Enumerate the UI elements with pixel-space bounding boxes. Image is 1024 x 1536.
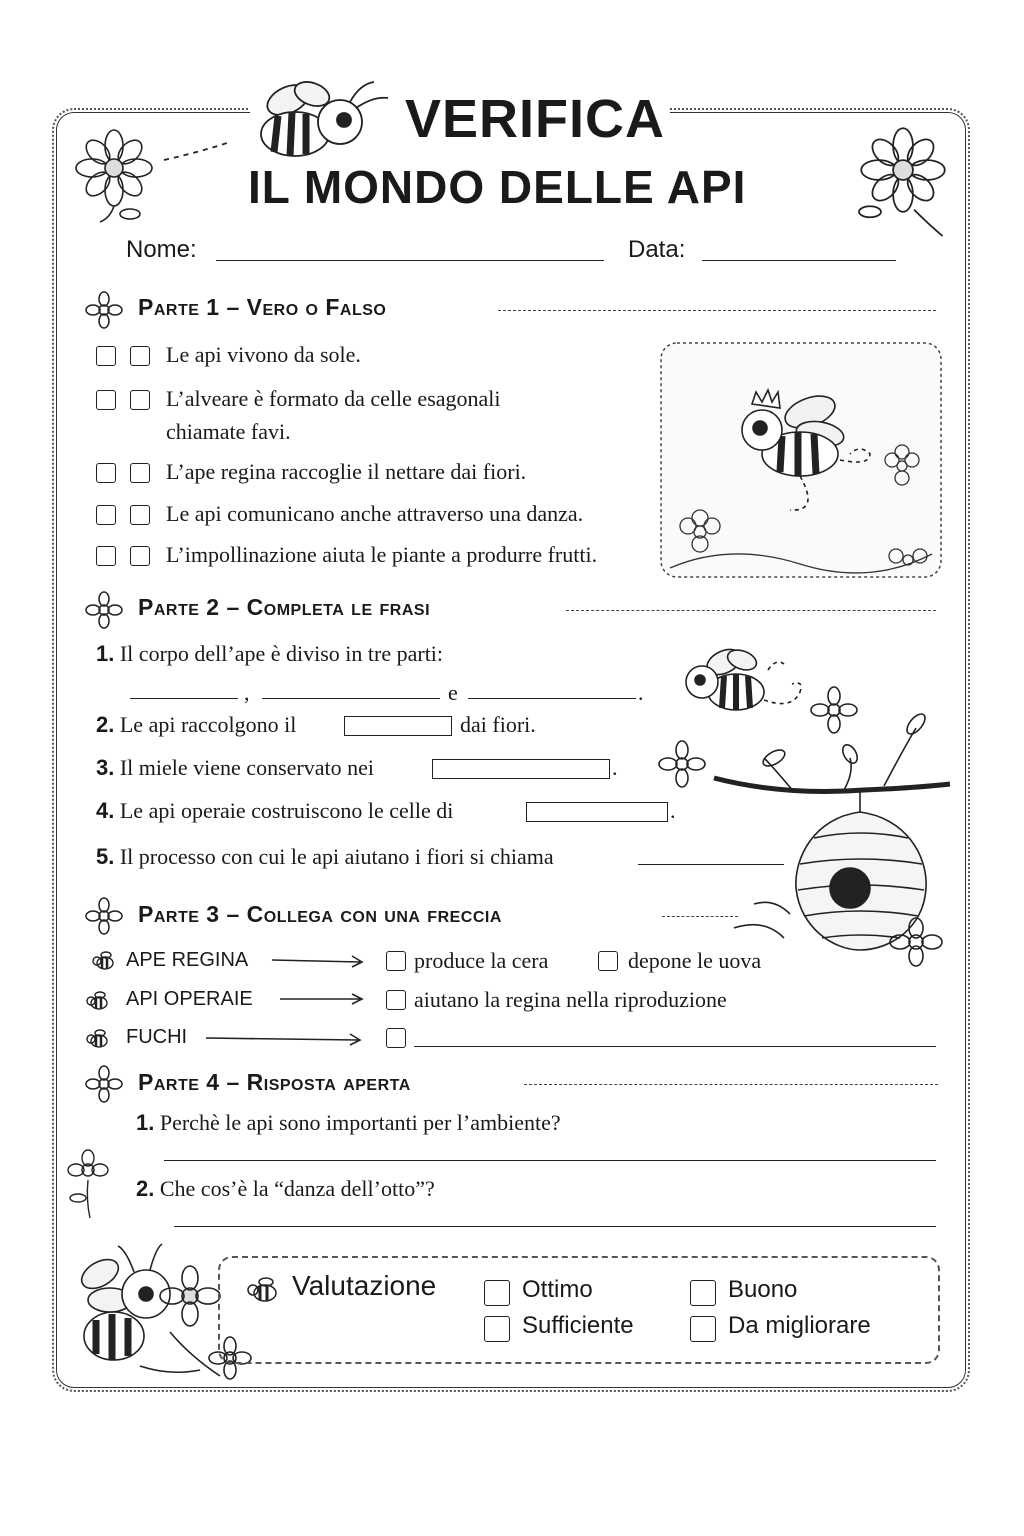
bee-icon xyxy=(86,1028,110,1050)
answer-blank-2[interactable] xyxy=(262,698,440,699)
arrow-icon xyxy=(280,992,366,1006)
match-checkbox[interactable] xyxy=(386,951,406,971)
statement: Le api vivono da sole. xyxy=(166,342,361,367)
false-checkbox[interactable] xyxy=(130,546,150,566)
answer-box-2[interactable] xyxy=(344,716,452,736)
queen-bee-illustration xyxy=(660,342,942,578)
divider xyxy=(662,916,738,917)
page-title: VERIFICA xyxy=(405,89,666,149)
arrow-icon xyxy=(272,954,366,968)
match-left-queen: APE REGINA xyxy=(126,949,249,971)
answer-box-3[interactable] xyxy=(432,759,610,779)
comma: , xyxy=(244,680,250,705)
item-text-after: . xyxy=(670,798,676,823)
true-checkbox[interactable] xyxy=(96,390,116,410)
flower-icon xyxy=(66,1150,116,1220)
date-label: Data: xyxy=(628,236,686,263)
flower-icon xyxy=(70,126,170,226)
match-right-option: produce la cera xyxy=(414,948,549,973)
answer-line-2[interactable] xyxy=(174,1226,936,1227)
flower-icon xyxy=(84,292,124,328)
match-right-option: aiutano la regina nella riproduzione xyxy=(414,987,727,1012)
item-text-after: . xyxy=(612,755,618,780)
divider xyxy=(498,310,936,311)
date-field[interactable] xyxy=(702,260,896,261)
item-text: Il miele viene conservato nei xyxy=(119,755,374,780)
flower-icon xyxy=(84,898,124,934)
page-subtitle: IL MONDO DELLE API xyxy=(248,161,747,213)
evaluation-checkbox[interactable] xyxy=(484,1316,510,1342)
match-left-workers: API OPERAIE xyxy=(126,988,253,1010)
statement: L’impollinazione aiuta le piante a produrre frutti. xyxy=(166,542,598,567)
evaluation-checkbox[interactable] xyxy=(484,1280,510,1306)
evaluation-title: Valutazione xyxy=(292,1270,437,1301)
evaluation-option: Buono xyxy=(728,1276,798,1303)
false-checkbox[interactable] xyxy=(130,390,150,410)
false-checkbox[interactable] xyxy=(130,346,150,366)
conjunction: e xyxy=(448,680,458,705)
match-checkbox[interactable] xyxy=(386,1028,406,1048)
arrow-icon xyxy=(206,1030,366,1046)
match-left-drones: FUCHI xyxy=(126,1026,188,1048)
bee-icon xyxy=(86,990,110,1012)
answer-box-4[interactable] xyxy=(526,802,668,822)
item-text: Le api operaie costruiscono le celle di xyxy=(119,798,454,823)
item-number: 3. xyxy=(96,755,115,780)
fill-in-item-5 xyxy=(96,844,554,870)
answer-blank-1[interactable] xyxy=(130,698,238,699)
answer-blank-3[interactable] xyxy=(468,698,636,699)
divider xyxy=(524,1084,938,1085)
item-text: Il processo con cui le api aiutano i fiori si chiama xyxy=(119,844,554,869)
fill-in-item-1 xyxy=(96,641,443,667)
period: . xyxy=(638,680,644,705)
true-checkbox[interactable] xyxy=(96,505,116,525)
statement-continued: chiamate favi. xyxy=(166,419,291,444)
match-answer-line[interactable] xyxy=(414,1046,936,1047)
true-checkbox[interactable] xyxy=(96,546,116,566)
item-number: 4. xyxy=(96,798,115,823)
bee-icon xyxy=(246,1276,280,1304)
statement: L’ape regina raccoglie il nettare dai fiori. xyxy=(166,459,527,484)
false-checkbox[interactable] xyxy=(130,463,150,483)
statement: Le api comunicano anche attraverso una danza. xyxy=(166,501,584,526)
fill-in-item-2 xyxy=(96,712,296,738)
evaluation-option: Da migliorare xyxy=(728,1312,871,1339)
true-checkbox[interactable] xyxy=(96,463,116,483)
part2-heading: Parte 2 – Completa le frasi xyxy=(138,594,431,620)
fill-in-item-3 xyxy=(96,755,374,781)
item-number: 1. xyxy=(136,1110,155,1135)
evaluation-checkbox[interactable] xyxy=(690,1316,716,1342)
match-checkbox[interactable] xyxy=(598,951,618,971)
answer-line-1[interactable] xyxy=(164,1160,936,1161)
true-checkbox[interactable] xyxy=(96,346,116,366)
item-text-after: dai fiori. xyxy=(460,712,536,737)
evaluation-checkbox[interactable] xyxy=(690,1280,716,1306)
beehive-illustration xyxy=(654,688,954,988)
name-label: Nome: xyxy=(126,236,197,263)
flower-icon xyxy=(84,592,124,628)
name-field[interactable] xyxy=(216,260,604,261)
item-number: 1. xyxy=(96,641,115,666)
item-text: Che cos’è la “danza dell’otto”? xyxy=(159,1176,435,1201)
match-right-option: depone le uova xyxy=(628,948,762,973)
bee-icon xyxy=(160,72,390,172)
item-text: Il corpo dell’ape è diviso in tre parti: xyxy=(119,641,444,666)
item-number: 2. xyxy=(136,1176,155,1201)
fill-in-item-4 xyxy=(96,798,453,824)
open-question-1 xyxy=(136,1110,561,1136)
flower-icon xyxy=(84,1066,124,1102)
evaluation-option: Ottimo xyxy=(522,1276,593,1303)
part1-heading: Parte 1 – Vero o Falso xyxy=(138,294,387,320)
part3-heading: Parte 3 – Collega con una freccia xyxy=(138,901,502,927)
part4-heading: Parte 4 – Risposta aperta xyxy=(138,1069,411,1095)
item-number: 5. xyxy=(96,844,115,869)
flower-icon xyxy=(848,126,958,236)
bee-icon xyxy=(92,950,116,972)
item-text: Le api raccolgono il xyxy=(119,712,297,737)
item-number: 2. xyxy=(96,712,115,737)
false-checkbox[interactable] xyxy=(130,505,150,525)
item-text: Perchè le api sono importanti per l’ambiente? xyxy=(159,1110,561,1135)
evaluation-option: Sufficiente xyxy=(522,1312,634,1339)
match-checkbox[interactable] xyxy=(386,990,406,1010)
open-question-2 xyxy=(136,1176,435,1202)
statement: L’alveare è formato da celle esagonali xyxy=(166,386,501,411)
divider xyxy=(566,610,936,611)
